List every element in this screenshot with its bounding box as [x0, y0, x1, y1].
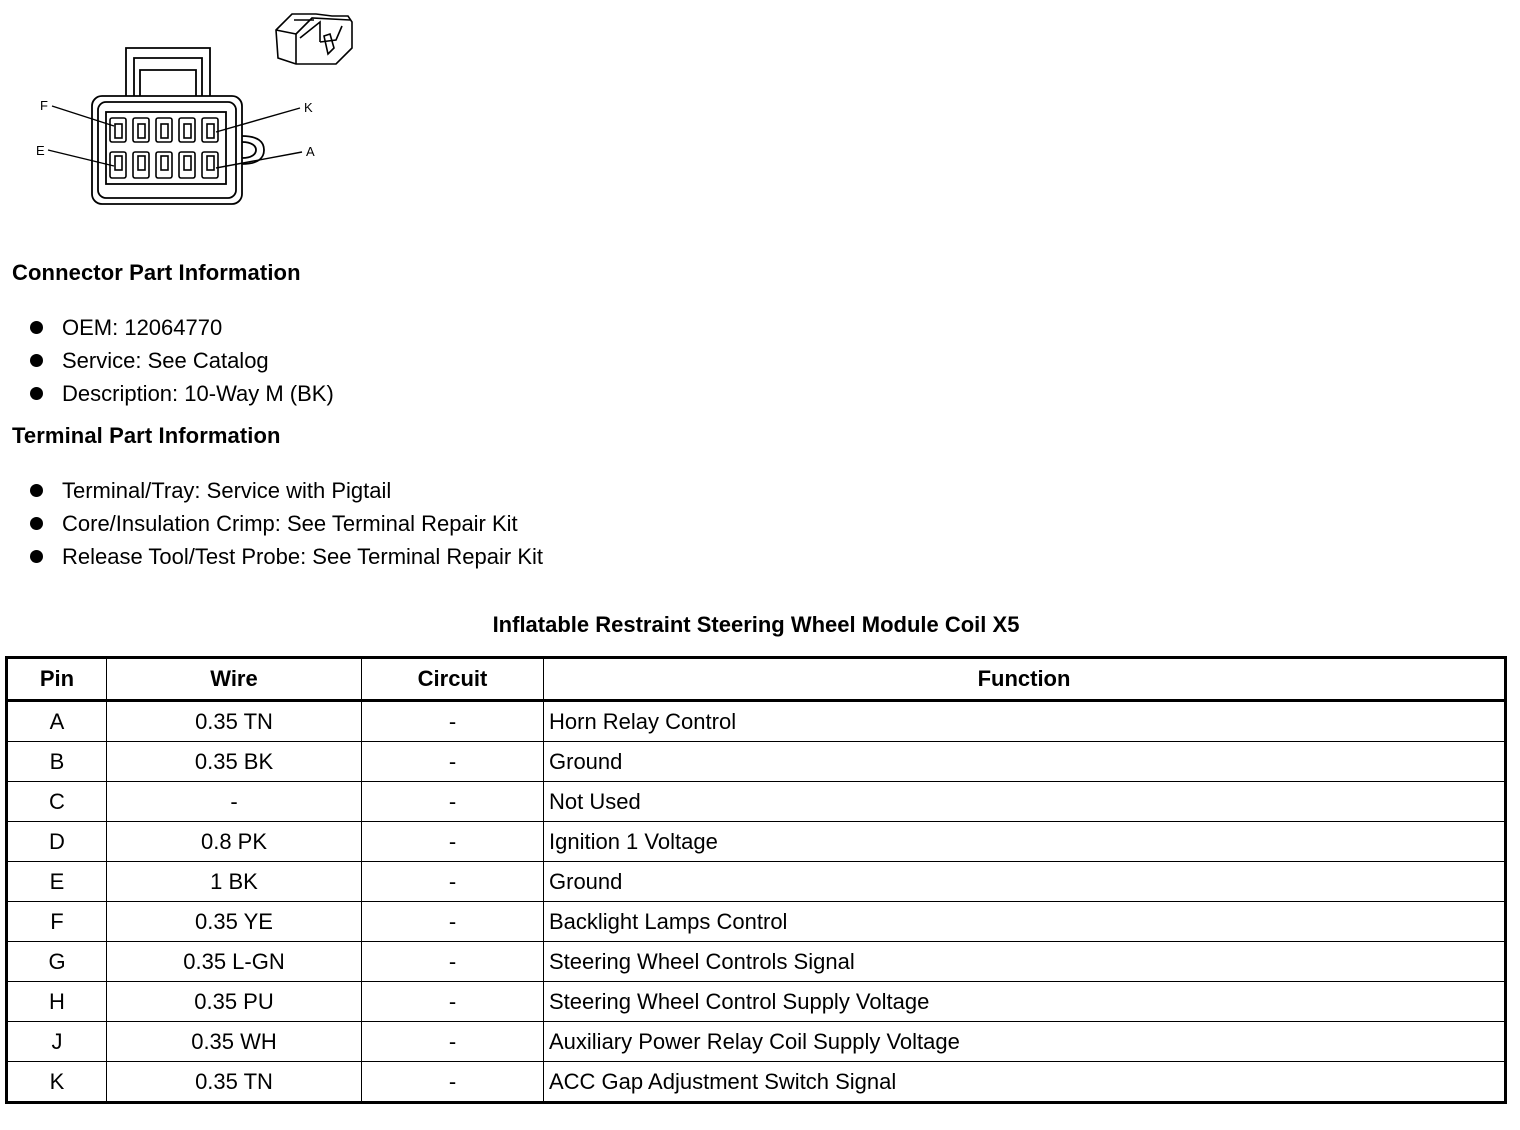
cell-pin: H: [7, 982, 107, 1022]
cell-pin: K: [7, 1062, 107, 1103]
table-row: [7, 902, 1506, 942]
cell-pin: F: [7, 902, 107, 942]
cell-wire: 1 BK: [107, 862, 362, 902]
cell-circuit: -: [362, 822, 544, 862]
cell-function: Backlight Lamps Control: [544, 902, 1506, 942]
cell-circuit: -: [362, 701, 544, 742]
cell-pin: C: [7, 782, 107, 822]
latch-shape: [126, 48, 210, 98]
cell-wire: 0.35 L-GN: [107, 942, 362, 982]
table-header-row: [7, 658, 1506, 701]
list-item: Description: 10-Way M (BK): [0, 377, 334, 410]
cell-wire: 0.35 PU: [107, 982, 362, 1022]
cell-function: Steering Wheel Controls Signal: [544, 942, 1506, 982]
header-wire: Wire: [107, 658, 362, 701]
table-row: [7, 1062, 1506, 1103]
table-row: [7, 862, 1506, 902]
cell-wire: 0.35 TN: [107, 701, 362, 742]
cell-circuit: -: [362, 982, 544, 1022]
cell-wire: -: [107, 782, 362, 822]
list-item: OEM: 12064770: [0, 311, 334, 344]
bullet-icon: [30, 321, 43, 334]
cell-function: Not Used: [544, 782, 1506, 822]
table-row: [7, 822, 1506, 862]
cell-function: Ground: [544, 742, 1506, 782]
cell-wire: 0.8 PK: [107, 822, 362, 862]
cell-circuit: -: [362, 1022, 544, 1062]
cell-wire: 0.35 BK: [107, 742, 362, 782]
table-title: Inflatable Restraint Steering Wheel Module Coil X5: [492, 612, 1020, 637]
table-row: [7, 742, 1506, 782]
cell-circuit: -: [362, 902, 544, 942]
connector-part-heading: Connector Part Information: [12, 260, 301, 285]
table-row: [7, 782, 1506, 822]
connector-part-list: [0, 311, 334, 410]
cell-wire: 0.35 TN: [107, 1062, 362, 1103]
table-row: [7, 1022, 1506, 1062]
cell-pin: G: [7, 942, 107, 982]
cell-circuit: -: [362, 1062, 544, 1103]
pin-label-e: E: [36, 143, 45, 158]
cell-function: Steering Wheel Control Supply Voltage: [544, 982, 1506, 1022]
table-row: [7, 701, 1506, 742]
table-row: [7, 982, 1506, 1022]
bullet-icon: [30, 354, 43, 367]
cell-function: Ignition 1 Voltage: [544, 822, 1506, 862]
terminal-part-list: [0, 474, 543, 573]
cell-pin: J: [7, 1022, 107, 1062]
pin-label-k: K: [304, 100, 313, 115]
bullet-icon: [30, 387, 43, 400]
cell-circuit: -: [362, 862, 544, 902]
connector-diagram: [30, 8, 370, 213]
cell-circuit: -: [362, 782, 544, 822]
cell-pin: A: [7, 701, 107, 742]
cell-circuit: -: [362, 942, 544, 982]
cell-function: ACC Gap Adjustment Switch Signal: [544, 1062, 1506, 1103]
list-item: Service: See Catalog: [0, 344, 334, 377]
cell-wire: 0.35 YE: [107, 902, 362, 942]
bullet-icon: [30, 550, 43, 563]
pin-label-f: F: [40, 98, 48, 113]
cell-wire: 0.35 WH: [107, 1022, 362, 1062]
cell-pin: E: [7, 862, 107, 902]
list-item: Terminal/Tray: Service with Pigtail: [0, 474, 543, 507]
header-function: Function: [544, 658, 1506, 701]
table-row: [7, 942, 1506, 982]
header-circuit: Circuit: [362, 658, 544, 701]
connector-iso-icon: [276, 14, 352, 64]
cell-pin: B: [7, 742, 107, 782]
cell-function: Horn Relay Control: [544, 701, 1506, 742]
header-pin: Pin: [7, 658, 107, 701]
cell-pin: D: [7, 822, 107, 862]
bullet-icon: [30, 517, 43, 530]
connector-body: [92, 96, 264, 204]
pin-label-a: A: [306, 144, 315, 159]
cell-function: Auxiliary Power Relay Coil Supply Voltage: [544, 1022, 1506, 1062]
terminal-part-heading: Terminal Part Information: [12, 423, 281, 448]
pinout-table: [5, 656, 1507, 1104]
cell-function: Ground: [544, 862, 1506, 902]
bullet-icon: [30, 484, 43, 497]
list-item: Release Tool/Test Probe: See Terminal Repair Kit: [0, 540, 543, 573]
cell-circuit: -: [362, 742, 544, 782]
list-item: Core/Insulation Crimp: See Terminal Repair Kit: [0, 507, 543, 540]
